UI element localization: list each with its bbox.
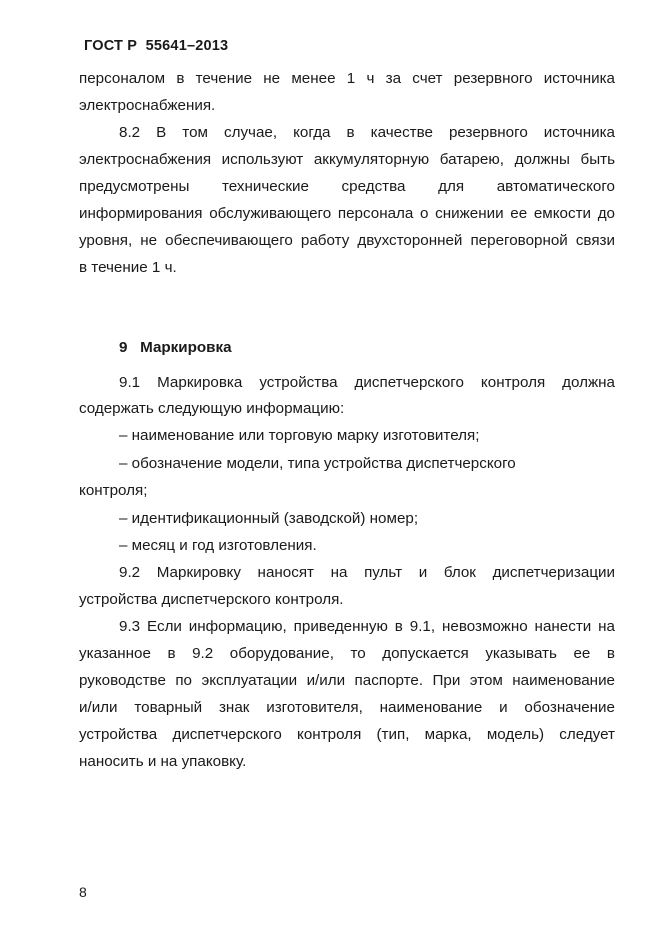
list-item: – идентификационный (заводской) номер; <box>119 510 419 527</box>
paragraph-line: информирования обслуживающего персонала о снижении ее емкости до <box>79 205 615 222</box>
paragraph-line: 9.2 Маркировку наносят на пульт и блок диспетчеризации <box>119 564 615 581</box>
paragraph-line: наносить и на упаковку. <box>79 753 247 770</box>
list-item: – наименование или торговую марку изготовителя; <box>119 427 480 444</box>
list-item: – месяц и год изготовления. <box>119 537 317 554</box>
paragraph-line: устройства диспетчерского контроля (тип, марка, модель) следует <box>79 726 615 743</box>
paragraph-line: электроснабжения. <box>79 97 216 114</box>
paragraph-line: 9.3 Если информацию, приведенную в 9.1, невозможно нанести на <box>119 618 615 635</box>
paragraph-line: устройства диспетчерского контроля. <box>79 591 344 608</box>
paragraph-line: электроснабжения используют аккумуляторную батарею, должны быть <box>79 151 615 168</box>
list-item: – обозначение модели, типа устройства диспетчерского <box>119 455 516 472</box>
paragraph-line: предусмотрены технические средства для автоматического <box>79 178 615 195</box>
paragraph-line: 8.2 В том случае, когда в качестве резервного источника <box>119 124 615 141</box>
paragraph-line: указанное в 9.2 оборудование, то допускается указывать ее в <box>79 645 615 662</box>
paragraph-line: в течение 1 ч. <box>79 259 177 276</box>
document-standard-code: ГОСТ Р 55641–2013 <box>84 38 229 54</box>
section-heading: 9 Маркировка <box>119 339 232 356</box>
paragraph-line: персоналом в течение не менее 1 ч за счет резервного источника <box>79 70 615 87</box>
paragraph-line: содержать следующую информацию: <box>79 400 345 417</box>
page-number: 8 <box>79 884 87 900</box>
list-item-continuation: контроля; <box>79 482 148 499</box>
paragraph-line: руководстве по эксплуатации и/или паспорте. При этом наименование <box>79 672 615 689</box>
paragraph-line: уровня, не обеспечивающего работу двухсторонней переговорной связи <box>79 232 615 249</box>
paragraph-line: 9.1 Маркировка устройства диспетчерского контроля должна <box>119 374 615 391</box>
paragraph-line: и/или товарный знак изготовителя, наименование и обозначение <box>79 699 615 716</box>
